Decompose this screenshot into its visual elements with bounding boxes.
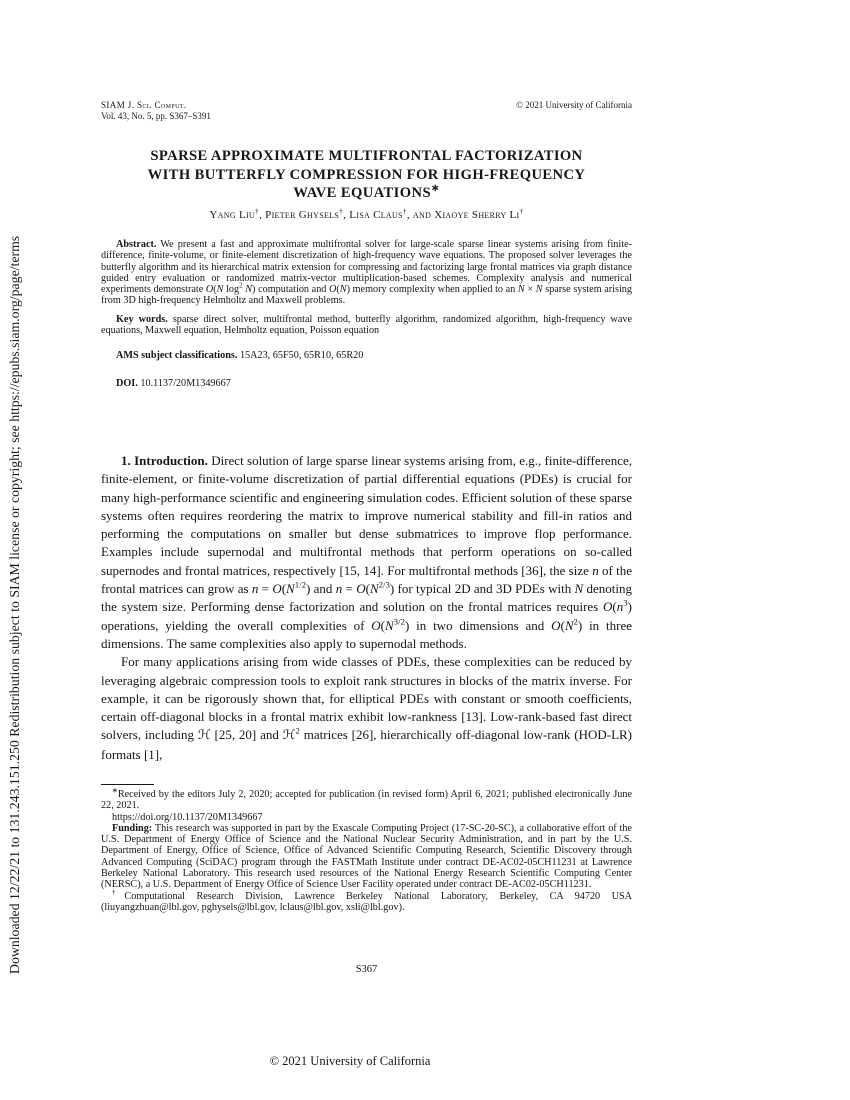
intro-paragraph-1-text: Direct solution of large sparse linear systems arising from, e.g., finite-difference, finite-element, or finite-volume discretization of partial differential equations (PDEs) is crucial for many high-performance scientific and engineering simulation codes. Efficient solution of these sparse systems often requires reordering the matrix to improve numerical stability and fill-in ratios and performing the computations on smaller but dense submatrices to improve flop performance. Examples include supernodal and multifrontal methods that perform operations on so-called supernodes and frontal matrices, respectively [15, 14]. For multifrontal methods [36], the size n of the frontal matrices can grow as $n = O(N^{1/2})$ and $n = O(N^{2/3})$ for typical 2D and 3D PDEs with N denoting the system size. Performing dense factorization and solution on the frontal matrices requires $O(n^3)$ operations, yielding the overall complexities of $O(N^{3/2})$ in two dimensions and $O(N^2)$ in three dimensions. The same complexities also apply to supernodal methods.: [101, 453, 633, 651]
paper-title: [101, 147, 632, 203]
intro-paragraph-2: For many applications arising from wide classes of PDEs, these complexities can be reduced by leveraging algebraic compression tools to exploit rank structures in blocks of the matrix inverse. For example, it can be rigorously shown that, for elliptical PDEs with constant or smooth coefficients, certain off-diagonal blocks in a frontal matrix exhibit low-rankness [13]. Low-rank-based fast direct solvers, including ℋ [25, 20] and ℋ$^2$ matrices [26], hierarchically off-diagonal low-rank (HOD-LR) formats [1],: [101, 654, 633, 762]
keywords-label: Key words.: [116, 313, 168, 325]
journal-name: SIAM J. Sci. Comput.: [101, 100, 187, 110]
footnote-rule: [101, 784, 154, 785]
keywords-paragraph: [101, 314, 632, 337]
doi-label: DOI.: [116, 377, 138, 389]
header-copyright: © 2021 University of California: [516, 100, 632, 110]
abstract-label: Abstract.: [116, 239, 157, 250]
footer-copyright: © 2021 University of California: [269, 1054, 431, 1068]
ams-text: 15A23, 65F50, 65R10, 65R20: [239, 350, 364, 362]
intro-paragraph-1: [101, 452, 632, 653]
doi-text: 10.1137/20M1349667: [140, 377, 231, 389]
ams-paragraph: [101, 350, 632, 361]
ams-label: AMS subject classifications.: [116, 350, 238, 362]
paper-title-line-3: WAVE EQUATIONS∗: [293, 183, 440, 202]
download-license-watermark: Downloaded 12/22/21 to 131.243.151.250 Redistribution subject to SIAM license or copyright; see https://epubs.siam.org/page/terms: [7, 235, 22, 974]
footnote-received: ∗Received by the editors July 2, 2020; accepted for publication (in revised form) April 6, 2021; published electronically June 22, 2021.: [101, 787, 632, 812]
abstract-text: We present a fast and approximate multifrontal solver for large-scale sparse linear systems arising from finite-difference, finite-volume, or finite-element discretization of high-frequency wave equations. The proposed solver leverages the butterfly algorithm and its hierarchical matrix extension for compressing and factorizing large frontal matrices via graph distance guided entry evaluation or randomized matrix-vector multiplication-based schemes. Complexity analysis and numerical experiments demonstrate O(N $\log^2 N$) computation and O(N) memory complexity when applied to an N × N sparse system arising from 3D high-frequency Helmholtz and Maxwell problems.: [101, 239, 632, 307]
journal-issue: Vol. 43, No. 5, pp. S367–S391: [101, 110, 211, 121]
frontmatter: [101, 239, 632, 389]
authors-line: Yang Liu†, Pieter Ghysels†, Lisa Claus†, and Xiaoye Sherry Li†: [209, 206, 524, 221]
introduction-section: [101, 452, 632, 764]
footnote-doi-url: https://doi.org/10.1137/20M1349667: [112, 811, 263, 823]
journal-info: [101, 100, 211, 121]
abstract-paragraph: [101, 239, 632, 307]
footnotes: [101, 789, 632, 913]
paper-title-line-1: SPARSE APPROXIMATE MULTIFRONTAL FACTORIZATION: [150, 148, 583, 164]
page-number: S367: [355, 964, 378, 975]
footnote-affiliation: †Computational Research Division, Lawrence Berkeley National Laboratory, Berkeley, CA 94720 USA (liuyangzhuan@lbl.gov, pghysels@lbl.gov, lclaus@lbl.gov, xsli@lbl.gov).: [101, 889, 632, 913]
doi-paragraph: [101, 378, 632, 389]
keywords-text: sparse direct solver, multifrontal method, butterfly algorithm, randomized algorithm, high-frequency wave equations, Maxwell equation, Helmholtz equation, Poisson equation: [101, 313, 632, 337]
intro-heading: 1. Introduction.: [121, 453, 208, 468]
running-header: [101, 100, 632, 121]
footnote-funding: Funding: This research was supported in part by the Exascale Computing Project (17-SC-20-SC), a collaborative effort of the U.S. Department of Energy Office of Science and the National Nuclear Security Administration, and in part by the U.S. Department of Energy, Office of Science, Office of Advanced Scientific Computing Research, Scientific Discovery through Advanced Computing (SciDAC) program through the FASTMath Institute under contract DE-AC02-05CH11231 at Lawrence Berkeley National Laboratory. This research used resources of the National Energy Research Scientific Computing Center (NERSC), a U.S. Department of Energy Office of Science User Facility operated under contract DE-AC02-05CH11231.: [101, 822, 632, 891]
paper-title-line-2: WITH BUTTERFLY COMPRESSION FOR HIGH-FREQUENCY: [147, 166, 586, 183]
